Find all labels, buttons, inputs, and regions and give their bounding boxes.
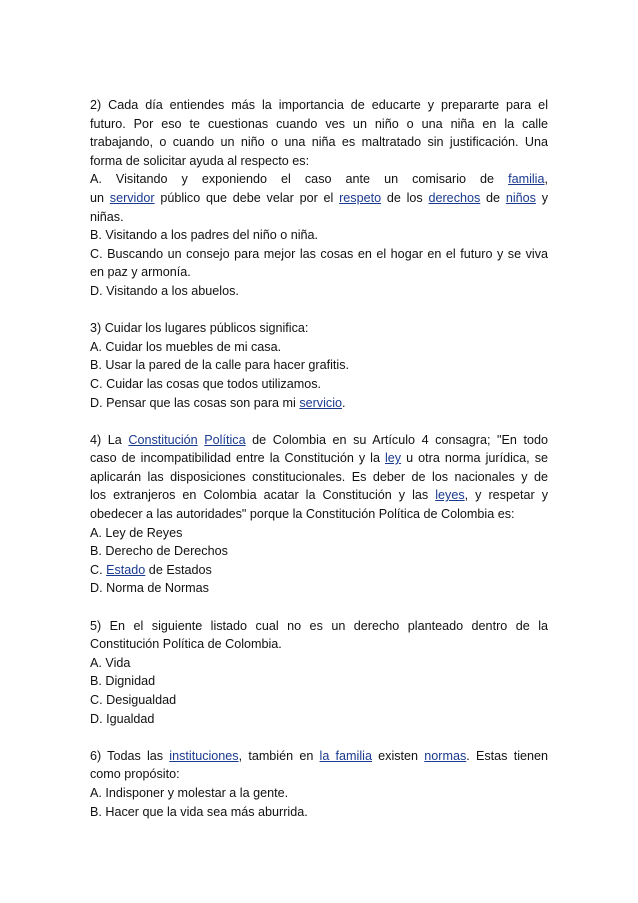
question-2-line-1: 2) Cada día entiendes más la importancia de educarte y prepararte para el — [90, 98, 548, 112]
question-2-line-4: forma de solicitar ayuda al respecto es: — [90, 153, 310, 168]
question-2-option-c-line-1: C. Buscando un consejo para mejor las cosas en el hogar en el futuro y se viva — [90, 246, 548, 261]
text: y — [535, 190, 548, 205]
question-2-line-3: trabajando, o cuando un niño o una niña es maltratado sin justificación. Una — [90, 135, 548, 150]
question-2-line-2: futuro. Por eso te cuestionas cuando ves un niño o una niña en la calle — [90, 116, 548, 131]
text: un — [90, 190, 110, 205]
question-2 — [90, 96, 548, 301]
link-servidor[interactable]: servidor — [109, 190, 155, 205]
text: . — [342, 395, 346, 410]
question-5-option-d: D. Igualdad — [90, 711, 155, 726]
document-page — [90, 96, 548, 821]
link-instituciones[interactable]: instituciones — [169, 748, 239, 763]
text: de — [480, 190, 506, 205]
question-5-line-1: 5) En el siguiente listado cual no es un derecho planteado dentro de la — [90, 618, 548, 633]
question-3-text: 3) Cuidar los lugares públicos significa: — [90, 321, 309, 336]
question-6-line-1 — [90, 747, 548, 766]
link-ley[interactable]: ley — [384, 451, 402, 466]
link-politica[interactable]: Política — [204, 432, 246, 447]
text: . Estas tienen — [466, 748, 549, 763]
question-4-line-5: obedecer a las autoridades" porque la Constitución Política de Colombia es: — [90, 507, 515, 522]
question-3-option-b: B. Usar la pared de la calle para hacer grafitis. — [90, 358, 350, 373]
question-4 — [90, 431, 548, 598]
question-3-option-a: A. Cuidar los muebles de mi casa. — [90, 339, 282, 354]
link-servicio[interactable]: servicio — [299, 395, 343, 410]
link-respeto[interactable]: respeto — [339, 190, 382, 205]
text: 4) La — [90, 432, 129, 447]
link-la-familia[interactable]: la familia — [319, 748, 372, 763]
text: de Colombia en su Artículo 4 consagra; "En todo — [245, 432, 549, 447]
question-4-line-3: aplicarán las disposiciones constitucionales. Es deber de los nacionales y de — [90, 469, 548, 484]
question-2-option-c-line-2: en paz y armonía. — [90, 265, 191, 280]
question-5-line-2: Constitución Política de Colombia. — [90, 637, 282, 652]
question-5-option-c: C. Desigualdad — [90, 693, 177, 707]
text: A. Visitando y exponiendo el caso ante un comisario de — [90, 172, 509, 187]
link-familia[interactable]: familia — [508, 172, 545, 187]
link-leyes[interactable]: leyes — [435, 488, 465, 503]
text: los extranjeros en Colombia acatar la Constitución y las — [90, 488, 436, 503]
text: de Estados — [145, 562, 212, 577]
link-estado[interactable]: Estado — [106, 562, 146, 577]
question-6 — [90, 747, 548, 821]
question-4-line-2 — [90, 449, 548, 468]
text: , y respetar y — [464, 488, 548, 503]
question-2-option-d: D. Visitando a los abuelos. — [90, 283, 239, 298]
question-6-line-2: como propósito: — [90, 767, 180, 782]
question-4-line-4 — [90, 486, 548, 505]
question-3 — [90, 319, 548, 412]
question-4-option-b: B. Derecho de Derechos — [90, 544, 228, 559]
question-5-option-b: B. Dignidad — [90, 674, 156, 689]
text: existen — [371, 748, 425, 763]
text: caso de incompatibilidad entre la Constitución y la — [90, 451, 385, 466]
question-2-option-a-line-2 — [90, 189, 548, 208]
text: , — [544, 172, 548, 187]
text: , también en — [238, 748, 320, 763]
question-4-option-c — [90, 561, 548, 580]
text: de los — [381, 190, 429, 205]
link-constitucion[interactable]: Constitución — [128, 432, 198, 447]
question-5 — [90, 617, 548, 729]
question-4-option-d: D. Norma de Normas — [90, 581, 209, 596]
question-4-option-a: A. Ley de Reyes — [90, 525, 183, 540]
text: 6) Todas las — [90, 748, 170, 763]
text: C. — [90, 562, 107, 577]
text: D. Pensar que las cosas son para mi — [90, 395, 300, 410]
question-3-option-d — [90, 394, 548, 413]
question-3-option-c: C. Cuidar las cosas que todos utilizamos. — [90, 376, 321, 391]
question-2-option-b: B. Visitando a los padres del niño o niña. — [90, 228, 319, 243]
question-5-option-a: A. Vida — [90, 655, 131, 670]
question-2-option-a-line-3: niñas. — [90, 209, 124, 224]
question-6-option-a: A. Indisponer y molestar a la gente. — [90, 785, 289, 800]
link-ninos[interactable]: niños — [505, 190, 536, 205]
question-2-option-a-line-1 — [90, 170, 548, 189]
text: público que debe velar por el — [154, 190, 340, 205]
link-derechos[interactable]: derechos — [428, 190, 481, 205]
text: u otra norma jurídica, se — [401, 451, 548, 466]
question-6-option-b: B. Hacer que la vida sea más aburrida. — [90, 804, 308, 819]
link-normas[interactable]: normas — [424, 748, 467, 763]
question-4-line-1 — [90, 431, 548, 450]
